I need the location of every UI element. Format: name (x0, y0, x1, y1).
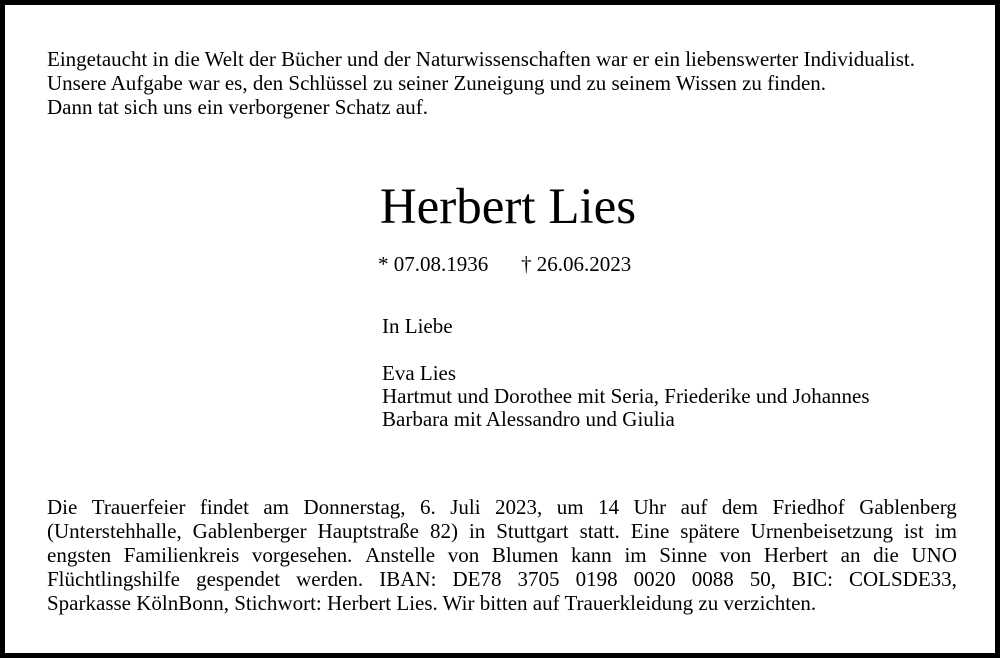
service-word: 0020 (633, 567, 676, 591)
service-word: UNO (911, 543, 957, 567)
service-line (47, 495, 957, 519)
intro-line: Unsere Aufgabe war es, den Schlüssel zu seiner Zuneigung und zu seinem Wissen zu finden. (47, 71, 827, 95)
intro-text (47, 47, 977, 119)
mourner-entry: Barbara mit Alessandro und Giulia (382, 407, 675, 431)
service-word: Urnenbeisetzung (750, 519, 893, 543)
service-word: findet (199, 495, 249, 519)
service-word: im (624, 543, 647, 567)
service-word: Juli (450, 495, 481, 519)
service-word: Herbert (763, 543, 829, 567)
service-word: Friedhof (772, 495, 845, 519)
service-word: statt. (579, 519, 620, 543)
service-word: Eine (630, 519, 670, 543)
service-word: 6. (419, 495, 436, 519)
service-word: Familienkreis (123, 543, 240, 567)
service-word: am (263, 495, 290, 519)
birth-date: * 07.08.1936 (378, 252, 489, 276)
service-line (47, 543, 957, 567)
service-word: Uhr (633, 495, 667, 519)
service-word: vorgesehen. (251, 543, 353, 567)
service-word: DE78 (452, 567, 502, 591)
mourner-entry: Eva Lies (382, 361, 457, 385)
deceased-name: Herbert Lies (379, 179, 637, 235)
service-word: gespendet (196, 567, 281, 591)
service-word: 14 (597, 495, 619, 519)
service-word: Flüchtlingshilfe (47, 567, 180, 591)
service-word: dem (721, 495, 758, 519)
service-details (47, 495, 957, 615)
intro-line: Eingetaucht in die Welt der Bücher und der Naturwissenschaften war er ein liebenswerter Individualist. (47, 47, 915, 71)
service-word: Die (47, 495, 78, 519)
service-word: engsten (47, 543, 112, 567)
service-word: Hauptstraße (317, 519, 419, 543)
service-word: 2023, (494, 495, 543, 519)
mourners-block (382, 315, 870, 431)
service-word: Trauerfeier (91, 495, 186, 519)
mourners-heading: In Liebe (382, 314, 453, 338)
service-word: 0198 (575, 567, 618, 591)
service-word: BIC: (792, 567, 833, 591)
service-line: Sparkasse KölnBonn, Stichwort: Herbert Lies. Wir bitten auf Trauerkleidung zu verzichten. (47, 591, 817, 615)
service-word: spätere (680, 519, 740, 543)
service-word: an (840, 543, 861, 567)
service-word: Anstelle (365, 543, 436, 567)
service-word: Gablenberger (192, 519, 307, 543)
service-word: von (447, 543, 480, 567)
service-line (47, 567, 957, 591)
service-word: Gablenberg (859, 495, 957, 519)
service-line (47, 519, 957, 543)
service-word: 82) (429, 519, 458, 543)
service-word: kann (570, 543, 612, 567)
service-word: werden. (296, 567, 364, 591)
service-word: ist (903, 519, 924, 543)
service-word: im (934, 519, 957, 543)
service-word: Stuttgart (496, 519, 569, 543)
service-word: von (719, 543, 752, 567)
service-word: auf (680, 495, 708, 519)
death-date: † 26.06.2023 (521, 252, 632, 276)
service-word: Blumen (491, 543, 559, 567)
service-word: IBAN: (379, 567, 437, 591)
service-word: in (468, 519, 486, 543)
service-word: 0088 (691, 567, 734, 591)
service-word: die (873, 543, 899, 567)
service-word: um (556, 495, 584, 519)
service-word: Sinne (659, 543, 708, 567)
service-word: 50, (749, 567, 777, 591)
service-word: Donnerstag, (303, 495, 406, 519)
service-word: COLSDE33, (849, 567, 957, 591)
service-word: 3705 (517, 567, 560, 591)
service-word: (Unterstehhalle, (47, 519, 182, 543)
intro-line: Dann tat sich uns ein verborgener Schatz auf. (47, 95, 428, 119)
mourners-list (382, 362, 870, 431)
mourner-entry: Hartmut und Dorothee mit Seria, Friederike und Johannes (382, 384, 870, 408)
service-justified-lines (47, 495, 957, 591)
